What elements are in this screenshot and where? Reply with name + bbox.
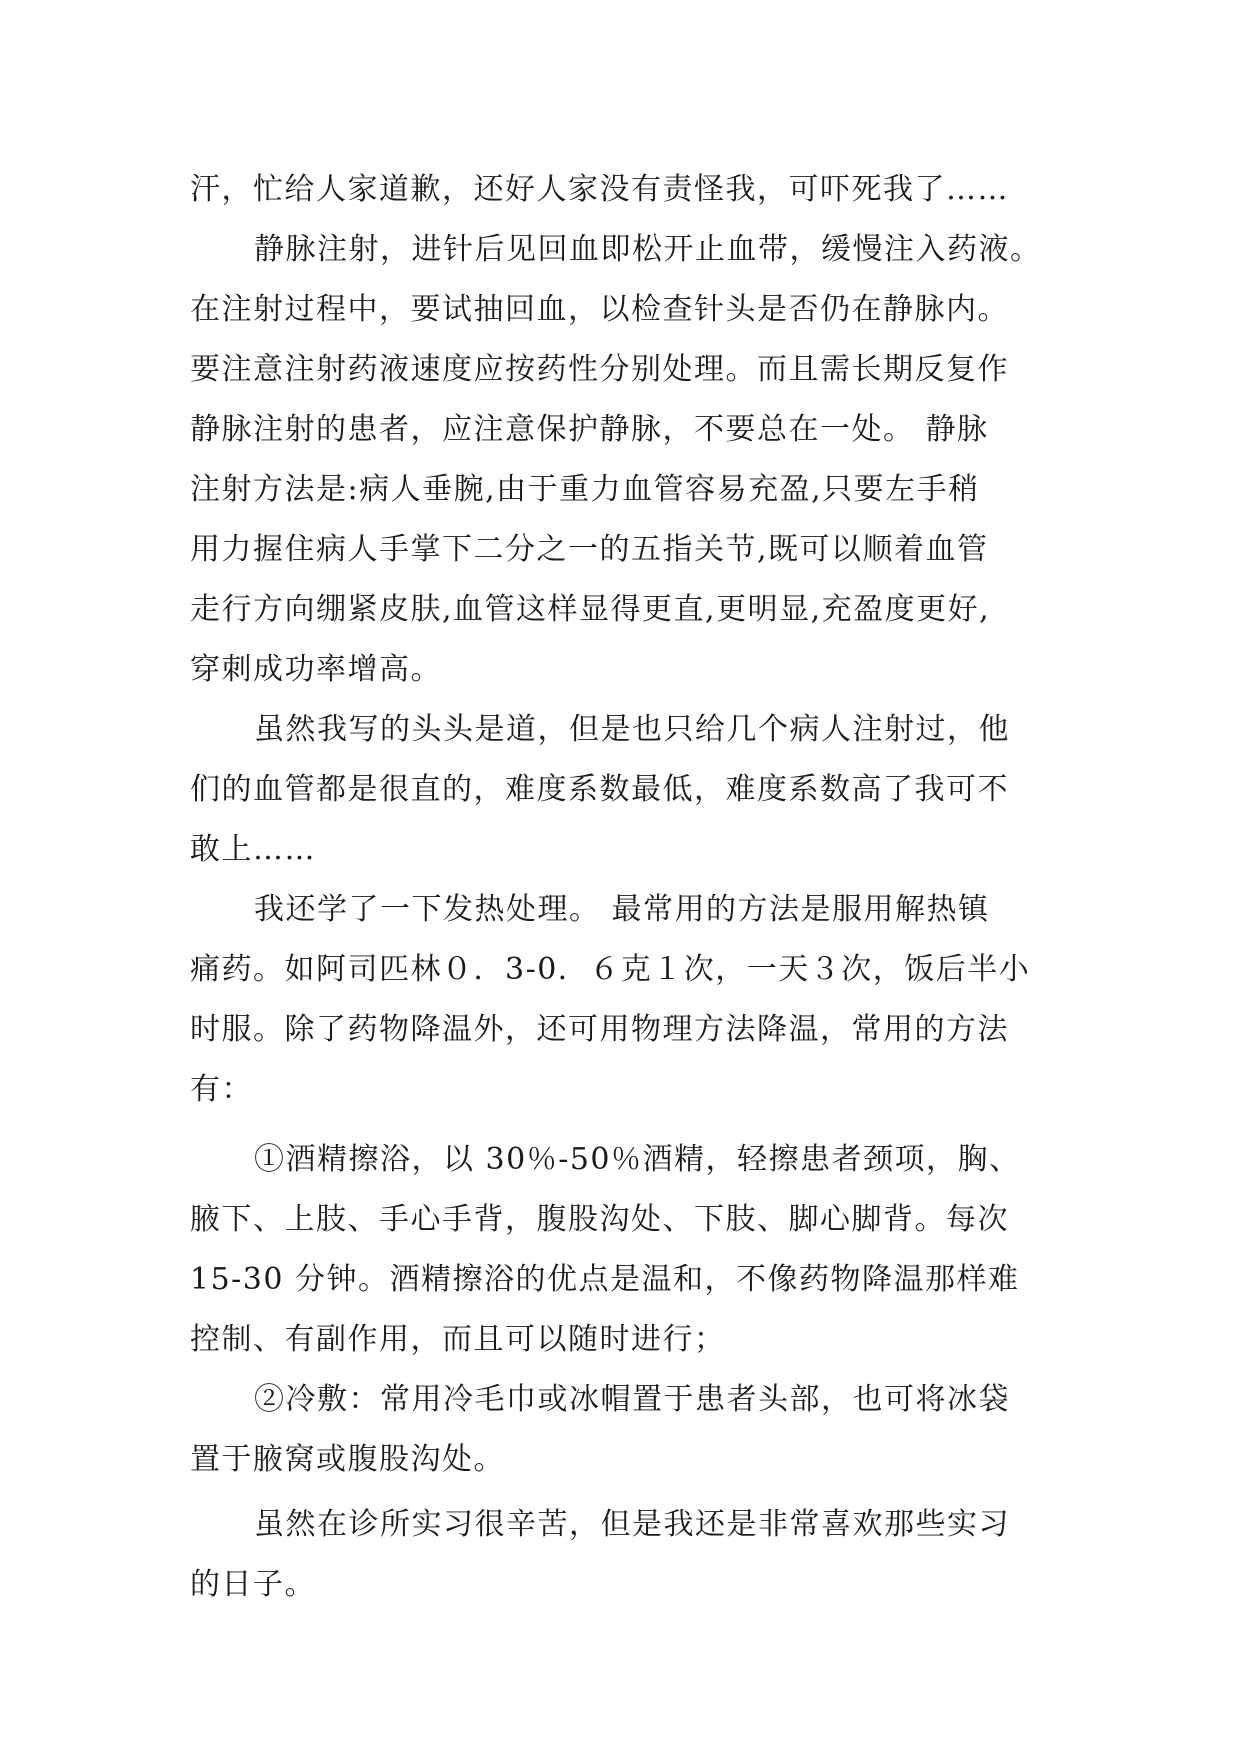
paragraph-first-line: ①酒精擦浴，以 30％-50％酒精，轻擦患者颈项，胸、 <box>254 1142 1021 1177</box>
paragraph-first-line: 虽然在诊所实习很辛苦，但是我还是非常喜欢那些实习 <box>254 1507 1010 1542</box>
text-line: 控制、有副作用，而且可以随时进行； <box>190 1322 726 1357</box>
text-line: 15-30 分钟。酒精擦浴的优点是温和，不像药物降温那样难 <box>190 1262 1020 1297</box>
text-line: 走行方向绷紧皮肤,血管这样显得更直,更明显,充盈度更好, <box>190 592 991 627</box>
text-line: 敢上…… <box>190 832 316 867</box>
text-line: 痛药。如阿司匹林０．3-0．６克１次，一天３次，饭后半小 <box>190 952 1031 987</box>
text-line: 用力握住病人手掌下二分之一的五指关节,既可以顺着血管 <box>190 532 989 567</box>
text-line: 有： <box>190 1072 253 1107</box>
text-line: 腋下、上肢、手心手背，腹股沟处、下肢、脚心脚背。每次 <box>190 1202 1009 1237</box>
paragraph-first-line: ②冷敷：常用冷毛巾或冰帽置于患者头部，也可将冰袋 <box>254 1382 1010 1417</box>
text-line: 汗，忙给人家道歉，还好人家没有责怪我，可吓死我了…… <box>190 172 1009 207</box>
text-line: 时服。除了药物降温外，还可用物理方法降温，常用的方法 <box>190 1012 1009 1047</box>
text-line: 注射方法是:病人垂腕,由于重力血管容易充盈,只要左手稍 <box>190 472 980 507</box>
text-line: 要注意注射药液速度应按药性分别处理。而且需长期反复作 <box>190 352 1009 387</box>
paragraph-first-line: 静脉注射，进针后见回血即松开止血带，缓慢注入药液。 <box>254 232 1042 267</box>
paragraph-first-line: 虽然我写的头头是道，但是也只给几个病人注射过，他 <box>254 712 1010 747</box>
paragraph-first-line: 我还学了一下发热处理。 最常用的方法是服用解热镇 <box>254 892 990 927</box>
text-line: 在注射过程中，要试抽回血，以检查针头是否仍在静脉内。 <box>190 292 1009 327</box>
text-line: 们的血管都是很直的，难度系数最低，难度系数高了我可不 <box>190 772 1009 807</box>
text-line: 静脉注射的患者，应注意保护静脉，不要总在一处。 静脉 <box>190 412 989 447</box>
text-line: 的日子。 <box>190 1567 316 1602</box>
text-line: 穿刺成功率增高。 <box>190 652 442 687</box>
text-line: 置于腋窝或腹股沟处。 <box>190 1442 505 1477</box>
